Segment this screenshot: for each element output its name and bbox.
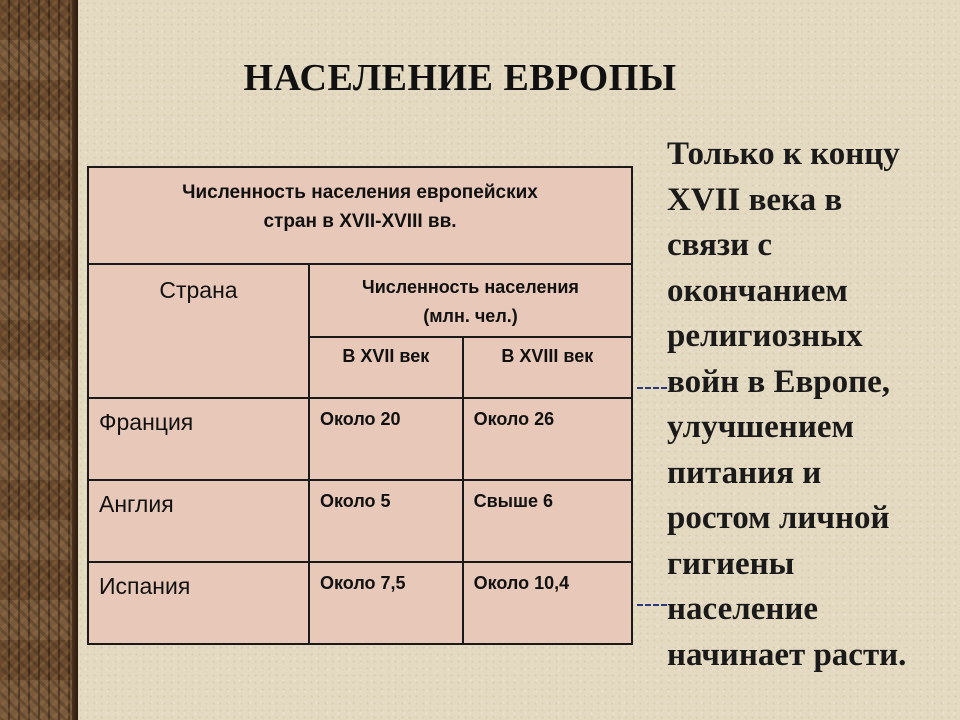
header-population-line-1: Численность населения <box>362 277 579 297</box>
table-caption <box>88 167 632 264</box>
side-text-line: гигиены <box>667 545 795 582</box>
side-text-line: питания и <box>667 454 822 491</box>
population-table <box>87 166 633 645</box>
cell-xviii: Около 26 <box>463 398 632 480</box>
dashed-connector-top <box>637 387 667 389</box>
side-text-line: население <box>667 591 819 627</box>
cell-xviii: Около 10,4 <box>463 562 632 644</box>
table-caption-line-1: Численность населения европейских <box>182 182 538 203</box>
table-row <box>88 480 632 562</box>
cell-xvii: Около 20 <box>309 398 463 480</box>
table-row <box>88 398 632 480</box>
cell-xvii: Около 5 <box>309 480 463 562</box>
cell-xviii: Свыше 6 <box>463 480 632 562</box>
dashed-connector-bottom <box>637 604 667 606</box>
header-population-line-2: (млн. чел.) <box>423 306 518 326</box>
table-caption-line-2: стран в XVII-XVIII вв. <box>263 211 457 232</box>
side-text-line: ростом личной <box>667 500 890 536</box>
header-xviii: В XVIII век <box>463 337 632 398</box>
side-text-line: начинает расти. <box>667 636 907 673</box>
side-text-line: окончанием <box>667 272 848 309</box>
side-text-line: XVII века в <box>667 181 843 218</box>
header-population <box>309 264 632 337</box>
table-row <box>88 562 632 644</box>
side-text-line: религиозных <box>667 318 863 354</box>
cell-country: Франция <box>88 398 309 480</box>
side-text-line: войн в Европе, <box>667 363 891 400</box>
table-header-row <box>88 264 632 337</box>
cell-country: Англия <box>88 480 309 562</box>
side-text-line: улучшением <box>667 409 854 445</box>
header-xvii: В XVII век <box>309 337 463 398</box>
table-caption-row <box>88 167 632 264</box>
side-text-line: Только к концу <box>667 136 900 172</box>
decorative-left-border <box>0 0 78 720</box>
cell-xvii: Около 7,5 <box>309 562 463 644</box>
side-text-line: связи с <box>667 227 773 263</box>
slide-title: НАСЕЛЕНИЕ ЕВРОПЫ <box>243 57 677 99</box>
header-country: Страна <box>88 264 309 398</box>
cell-country: Испания <box>88 562 309 644</box>
side-paragraph <box>667 132 947 678</box>
